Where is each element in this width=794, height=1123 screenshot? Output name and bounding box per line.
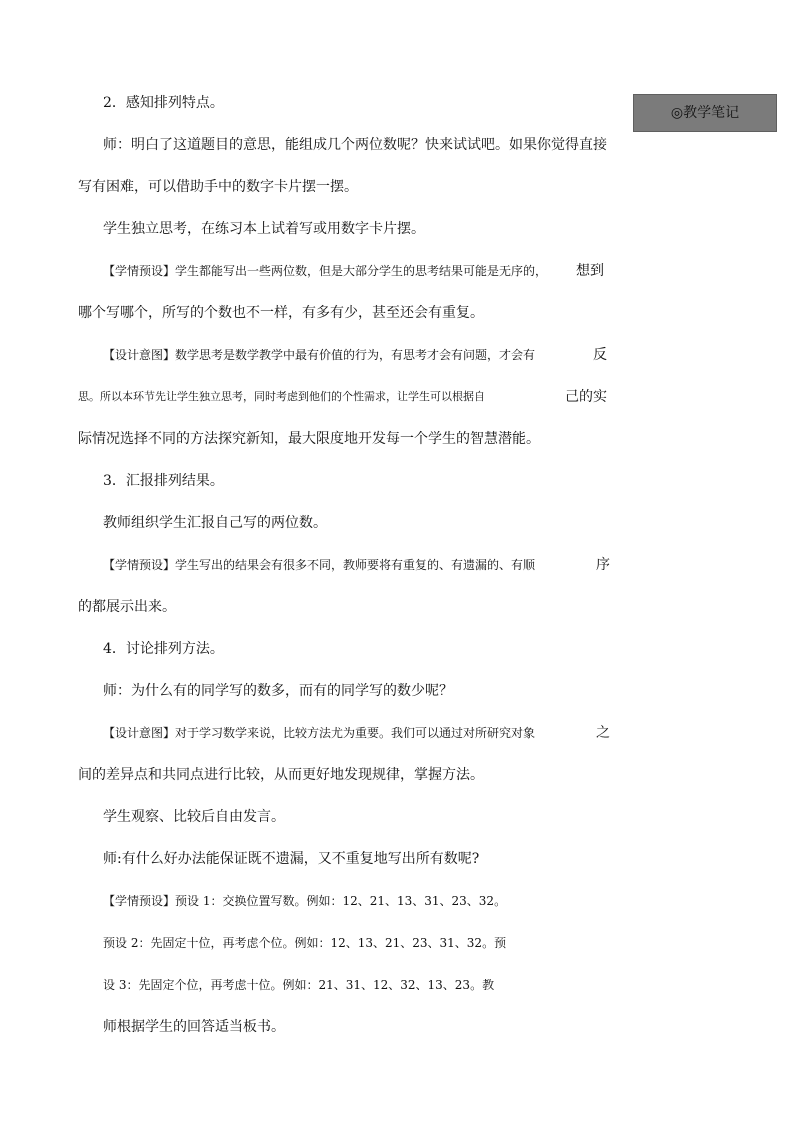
section-heading-2: 2．感知排列特点。 bbox=[103, 95, 224, 111]
paragraph-line-tail: 序 bbox=[596, 557, 610, 573]
paragraph-line-tail: 想到 bbox=[576, 263, 604, 279]
paragraph-line: 师：为什么有的同学写的数多，而有的同学写的数少呢？ bbox=[103, 683, 453, 699]
paragraph-line: 师根据学生的回答适当板书。 bbox=[103, 1019, 285, 1035]
paragraph-line: 学生观察、比较后自由发言。 bbox=[103, 809, 285, 825]
paragraph-line: 哪个写哪个，所写的个数也不一样，有多有少，甚至还会有重复。 bbox=[78, 305, 484, 321]
paragraph-line: 设 3：先固定个位，再考虑十位。例如：21、31、12、32、13、23。教 bbox=[103, 978, 495, 992]
paragraph-line: 【学情预设】学生写出的结果会有很多不同，教师要将有重复的、有遗漏的、有顺 bbox=[103, 558, 536, 572]
teaching-notes-badge: ◎教学笔记 bbox=[633, 94, 777, 132]
paragraph-line: 师:有什么好办法能保证既不遗漏，又不重复地写出所有数呢? bbox=[103, 851, 480, 867]
paragraph-line: 思。所以本环节先让学生独立思考，同时考虑到他们的个性需求，让学生可以根据自 bbox=[78, 390, 485, 403]
paragraph-line: 际情况选择不同的方法探究新知，最大限度地开发每一个学生的智慧潜能。 bbox=[78, 431, 540, 447]
paragraph-line: 写有困难，可以借助手中的数字卡片摆一摆。 bbox=[78, 179, 358, 195]
paragraph-line: 【设计意图】对于学习数学来说，比较方法尤为重要。我们可以通过对所研究对象 bbox=[103, 726, 536, 740]
section-heading-4: 4．讨论排列方法。 bbox=[103, 641, 224, 657]
paragraph-line: 间的差异点和共同点进行比较，从而更好地发现规律，掌握方法。 bbox=[78, 767, 484, 783]
paragraph-line: 【学情预设】学生都能写出一些两位数，但是大部分学生的思考结果可能是无序的， bbox=[103, 264, 548, 278]
paragraph-line-tail: 反 bbox=[593, 347, 607, 363]
paragraph-line: 预设 2：先固定十位，再考虑个位。例如：12、13、21、23、31、32。预 bbox=[103, 936, 507, 950]
section-heading-3: 3．汇报排列结果。 bbox=[103, 473, 224, 489]
paragraph-line: 师：明白了这道题目的意思，能组成几个两位数呢？快来试试吧。如果你觉得直接 bbox=[103, 137, 607, 153]
paragraph-line-tail: 己的实 bbox=[565, 389, 607, 405]
paragraph-line: 教师组织学生汇报自己写的两位数。 bbox=[103, 515, 327, 531]
paragraph-line-tail: 之 bbox=[596, 725, 610, 741]
paragraph-line: 【设计意图】数学思考是数学教学中最有价值的行为，有思考才会有问题，才会有 bbox=[103, 348, 536, 362]
paragraph-line: 学生独立思考，在练习本上试着写或用数字卡片摆。 bbox=[103, 221, 425, 237]
paragraph-line: 的都展示出来。 bbox=[78, 599, 176, 615]
paragraph-line: 【学情预设】预设 1：交换位置写数。例如：12、21、13、31、23、32。 bbox=[103, 894, 507, 908]
